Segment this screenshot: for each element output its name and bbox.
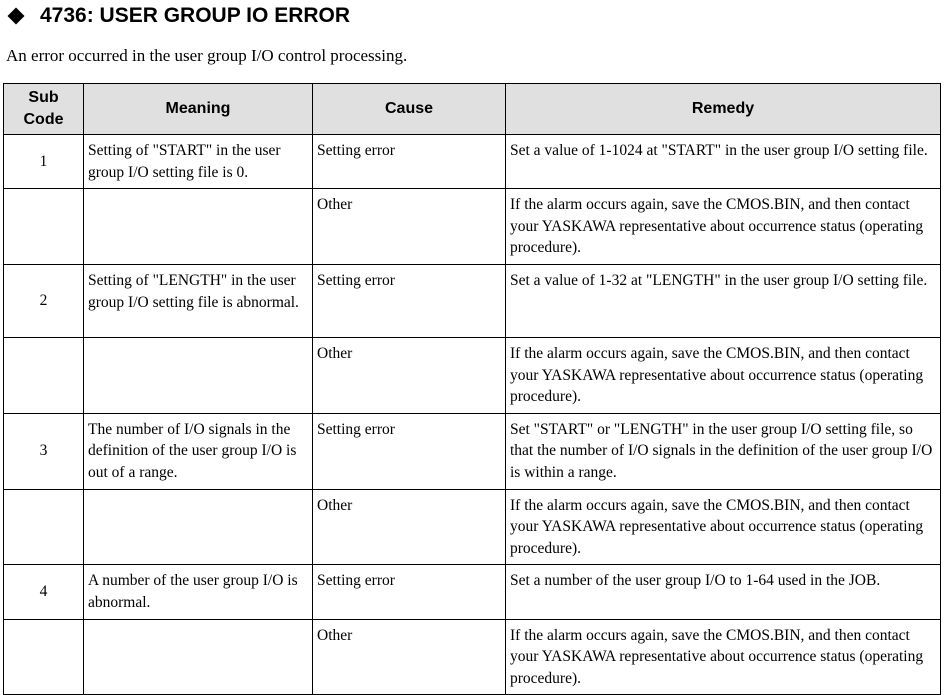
cause-cell: Other [313,189,506,265]
header-cause: Cause [313,84,506,135]
table-row [4,413,941,489]
alarm-title: 4736: USER GROUP IO ERROR [40,4,351,27]
meaning-cell: Setting of "LENGTH" in the user group I/O setting file is abnormal. [84,264,313,337]
sub-code-cell: 3 [4,413,84,489]
cause-cell: Other [313,337,506,413]
remedy-cell: Set "START" or "LENGTH" in the user group I/O setting file, so that the number of I/O signals in the definition of the user group I/O is within a range. [506,413,941,489]
cause-cell: Setting error [313,565,506,619]
alarm-heading [4,4,350,28]
sub-code-cell [4,337,84,413]
table-row [4,619,941,695]
header-remedy: Remedy [506,84,941,135]
table-row [4,264,941,337]
sub-code-cell: 4 [4,565,84,619]
sub-code-cell [4,189,84,265]
remedy-cell: Set a value of 1-32 at "LENGTH" in the user group I/O setting file. [506,264,941,337]
sub-code-cell: 2 [4,264,84,337]
cause-cell: Setting error [313,135,506,189]
cause-cell: Other [313,489,506,565]
remedy-cell: If the alarm occurs again, save the CMOS.BIN, and then contact your YASKAWA representative about occurrence status (operating procedure). [506,489,941,565]
header-meaning: Meaning [84,84,313,135]
remedy-cell: Set a value of 1-1024 at "START" in the user group I/O setting file. [506,135,941,189]
meaning-cell: Setting of "START" in the user group I/O setting file is 0. [84,135,313,189]
header-sub-code: Sub Code [4,84,84,135]
table-row [4,489,941,565]
diamond-bullet-icon [8,8,25,25]
table-row [4,337,941,413]
meaning-cell [84,619,313,695]
table-row [4,189,941,265]
cause-cell: Other [313,619,506,695]
alarm-description: An error occurred in the user group I/O control processing. [6,46,408,65]
remedy-cell: Set a number of the user group I/O to 1-64 used in the JOB. [506,565,941,619]
table-header-row [4,84,941,135]
remedy-cell: If the alarm occurs again, save the CMOS.BIN, and then contact your YASKAWA representative about occurrence status (operating procedure). [506,189,941,265]
meaning-cell: A number of the user group I/O is abnormal. [84,565,313,619]
cause-cell: Setting error [313,413,506,489]
sub-code-cell [4,489,84,565]
cause-cell: Setting error [313,264,506,337]
sub-code-cell [4,619,84,695]
table-row [4,135,941,189]
alarm-table [3,83,941,695]
table-row [4,565,941,619]
meaning-cell: The number of I/O signals in the definition of the user group I/O is out of a range. [84,413,313,489]
sub-code-cell: 1 [4,135,84,189]
meaning-cell [84,189,313,265]
meaning-cell [84,337,313,413]
remedy-cell: If the alarm occurs again, save the CMOS.BIN, and then contact your YASKAWA representative about occurrence status (operating procedure). [506,337,941,413]
remedy-cell: If the alarm occurs again, save the CMOS.BIN, and then contact your YASKAWA representative about occurrence status (operating procedure). [506,619,941,695]
meaning-cell [84,489,313,565]
